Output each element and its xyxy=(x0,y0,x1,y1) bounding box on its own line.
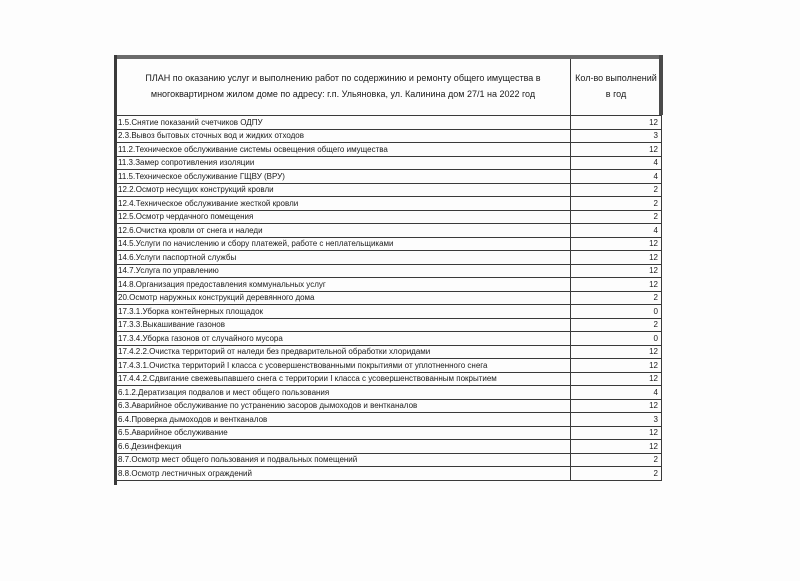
service-name-cell: 11.2.Техническое обслуживание системы освещения общего имущества xyxy=(116,143,571,157)
service-count-cell: 12 xyxy=(571,440,662,454)
service-count-cell: 12 xyxy=(571,359,662,373)
service-count-cell: 4 xyxy=(571,156,662,170)
table-row xyxy=(116,143,662,157)
service-count-cell: 12 xyxy=(571,399,662,413)
service-name-cell: 14.6.Услуги паспортной службы xyxy=(116,251,571,265)
service-count-cell: 4 xyxy=(571,386,662,400)
service-count-cell: 0 xyxy=(571,305,662,319)
service-name-cell: 20.Осмотр наружных конструкций деревянного дома xyxy=(116,291,571,305)
table-row xyxy=(116,372,662,386)
scan-edge-right xyxy=(659,55,663,115)
table-header-row xyxy=(116,56,662,116)
service-name-cell: 14.5.Услуги по начислению и сбору платежей, работе с неплательщиками xyxy=(116,237,571,251)
service-name-cell: 11.3.Замер сопротивления изоляции xyxy=(116,156,571,170)
table-row xyxy=(116,291,662,305)
plan-table-body xyxy=(116,56,662,481)
table-row xyxy=(116,129,662,143)
table-row xyxy=(116,305,662,319)
service-count-cell: 4 xyxy=(571,224,662,238)
service-count-cell: 12 xyxy=(571,143,662,157)
table-row xyxy=(116,251,662,265)
service-count-cell: 12 xyxy=(571,251,662,265)
table-row xyxy=(116,278,662,292)
table-row xyxy=(116,345,662,359)
table-row xyxy=(116,359,662,373)
table-row xyxy=(116,237,662,251)
service-count-cell: 12 xyxy=(571,264,662,278)
service-count-cell: 12 xyxy=(571,426,662,440)
service-name-cell: 17.3.1.Уборка контейнерных площадок xyxy=(116,305,571,319)
service-name-cell: 12.2.Осмотр несущих конструкций кровли xyxy=(116,183,571,197)
table-row xyxy=(116,264,662,278)
table-row xyxy=(116,224,662,238)
service-count-cell: 2 xyxy=(571,291,662,305)
service-count-cell: 12 xyxy=(571,372,662,386)
service-name-cell: 11.5.Техническое обслуживание ГЩВУ (ВРУ) xyxy=(116,170,571,184)
service-name-cell: 6.3.Аварийное обслуживание по устранению засоров дымоходов и вентканалов xyxy=(116,399,571,413)
table-row xyxy=(116,399,662,413)
service-name-cell: 1.5.Снятие показаний счетчиков ОДПУ xyxy=(116,116,571,130)
service-name-cell: 17.4.3.1.Очистка территорий I класса с усовершенствованными покрытиями от уплотненного снега xyxy=(116,359,571,373)
service-name-cell: 2.3.Вывоз бытовых сточных вод и жидких отходов xyxy=(116,129,571,143)
table-row xyxy=(116,386,662,400)
plan-title: ПЛАН по оказанию услуг и выполнению работ по содержинию и ремонту общего имущества в многоквартирном жилом доме по адресу: г.п. Ульяновка, ул. Калинина дом 27/1 на 2022 год xyxy=(116,56,571,116)
service-count-cell: 2 xyxy=(571,210,662,224)
service-count-cell: 0 xyxy=(571,332,662,346)
service-count-cell: 2 xyxy=(571,183,662,197)
service-count-cell: 12 xyxy=(571,278,662,292)
service-count-cell: 3 xyxy=(571,413,662,427)
service-name-cell: 17.4.2.2.Очистка территорий от наледи без предварительной обработки хлоридами xyxy=(116,345,571,359)
service-count-cell: 12 xyxy=(571,116,662,130)
service-name-cell: 8.7.Осмотр мест общего пользования и подвальных помещений xyxy=(116,453,571,467)
service-count-cell: 3 xyxy=(571,129,662,143)
service-name-cell: 6.4.Проверка дымоходов и вентканалов xyxy=(116,413,571,427)
service-name-cell: 14.7.Услуга по управлению xyxy=(116,264,571,278)
service-count-cell: 2 xyxy=(571,467,662,481)
scan-edge-left xyxy=(114,55,117,485)
plan-table xyxy=(115,55,662,481)
service-count-cell: 2 xyxy=(571,197,662,211)
table-row xyxy=(116,170,662,184)
service-name-cell: 12.4.Техническое обслуживание жесткой кровли xyxy=(116,197,571,211)
service-count-cell: 2 xyxy=(571,318,662,332)
service-name-cell: 17.4.4.2.Сдвигание свежевыпавшего снега с территории I класса с усовершенствованным покрытием xyxy=(116,372,571,386)
service-count-cell: 4 xyxy=(571,170,662,184)
table-row xyxy=(116,467,662,481)
scan-edge-top xyxy=(115,55,661,59)
table-row xyxy=(116,440,662,454)
service-name-cell: 12.5.Осмотр чердачного помещения xyxy=(116,210,571,224)
table-row xyxy=(116,453,662,467)
table-row xyxy=(116,318,662,332)
service-name-cell: 12.6.Очистка кровли от снега и наледи xyxy=(116,224,571,238)
table-row xyxy=(116,426,662,440)
count-column-header: Кол-во выполнений в год xyxy=(571,56,662,116)
service-count-cell: 12 xyxy=(571,237,662,251)
service-name-cell: 8.8.Осмотр лестничных ограждений xyxy=(116,467,571,481)
service-name-cell: 14.8.Организация предоставления коммунальных услуг xyxy=(116,278,571,292)
table-row xyxy=(116,197,662,211)
table-row xyxy=(116,183,662,197)
table-row xyxy=(116,156,662,170)
service-name-cell: 17.3.4.Уборка газонов от случайного мусора xyxy=(116,332,571,346)
service-name-cell: 6.5.Аварийное обслуживание xyxy=(116,426,571,440)
service-name-cell: 6.1.2.Дератизация подвалов и мест общего пользования xyxy=(116,386,571,400)
service-name-cell: 17.3.3.Выкашивание газонов xyxy=(116,318,571,332)
table-row xyxy=(116,413,662,427)
service-name-cell: 6.6.Дезинфекция xyxy=(116,440,571,454)
table-row xyxy=(116,210,662,224)
service-count-cell: 12 xyxy=(571,345,662,359)
table-row xyxy=(116,116,662,130)
service-count-cell: 2 xyxy=(571,453,662,467)
table-row xyxy=(116,332,662,346)
